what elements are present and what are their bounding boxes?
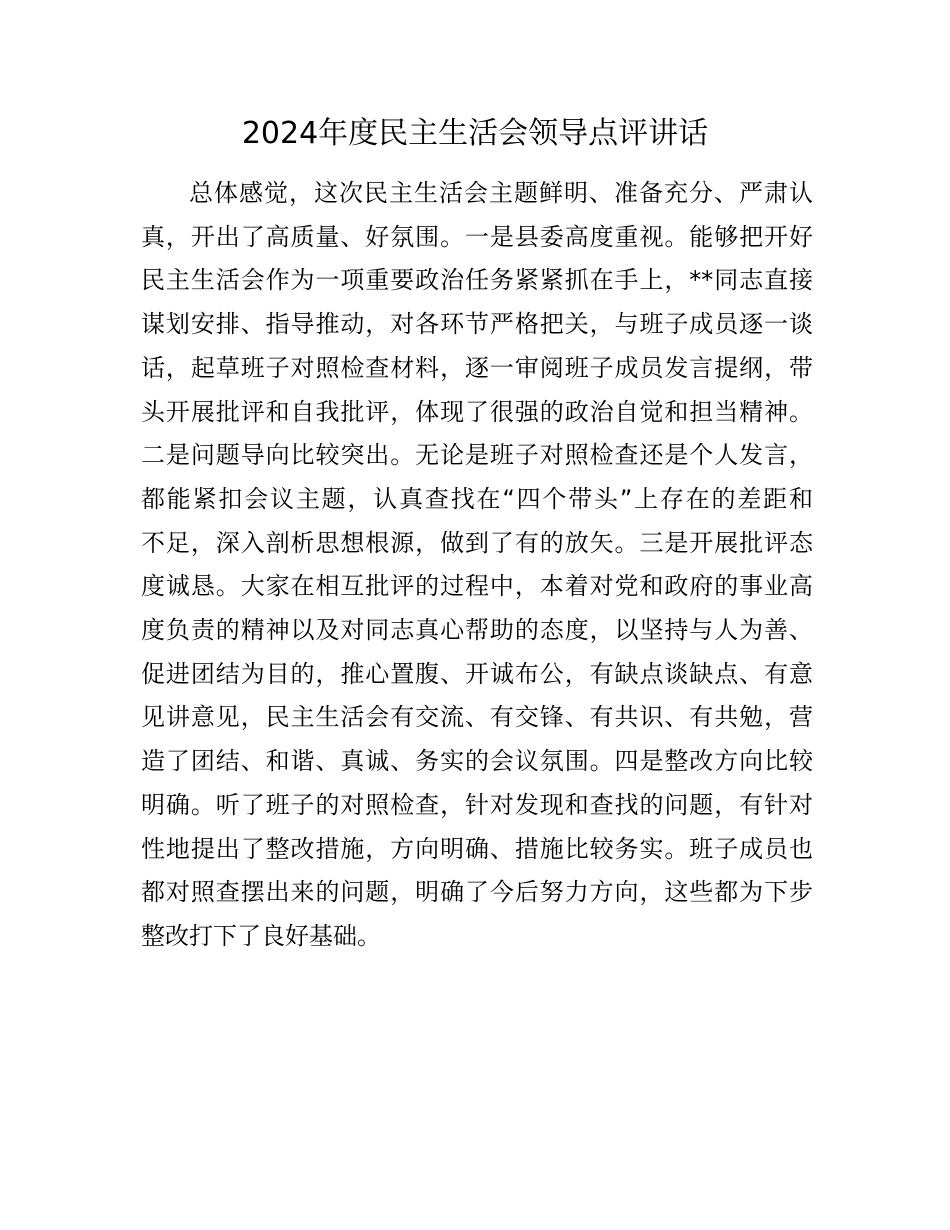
body-line: 促进团结为目的，推心置腹、开诚布公，有缺点谈缺点、有意 xyxy=(141,659,813,688)
body-line: 度诚恳。大家在相互批评的过程中，本着对党和政府的事业高 xyxy=(141,572,813,601)
document-title: 2024年度民主生活会领导点评讲话 xyxy=(241,116,709,151)
body-line: 真，开出了高质量、好氛围。一是县委高度重视。能够把开好 xyxy=(141,222,813,251)
body-line: 总体感觉，这次民主生活会主题鲜明、准备充分、严肃认 xyxy=(189,179,813,207)
body-line: 不足，深入剖析思想根源，做到了有的放矢。三是开展批评态 xyxy=(141,528,813,557)
body-line: 见讲意见，民主生活会有交流、有交锋、有共识、有共勉，营 xyxy=(141,703,813,732)
body-line: 都对照查摆出来的问题，明确了今后努力方向，这些都为下步 xyxy=(141,878,813,907)
body-line: 明确。听了班子的对照检查，针对发现和查找的问题，有针对 xyxy=(141,790,813,819)
document-body xyxy=(141,172,813,959)
body-line: 民主生活会作为一项重要政治任务紧紧抓在手上，**同志直接 xyxy=(141,266,813,295)
body-line: 头开展批评和自我批评，体现了很强的政治自觉和担当精神。 xyxy=(141,397,813,426)
body-line: 整改打下了良好基础。 xyxy=(141,921,381,950)
body-line: 二是问题导向比较突出。无论是班子对照检查还是个人发言， xyxy=(141,441,813,470)
body-line: 谋划安排、指导推动，对各环节严格把关，与班子成员逐一谈 xyxy=(141,310,813,339)
body-line: 度负责的精神以及对同志真心帮助的态度，以坚持与人为善、 xyxy=(141,616,813,645)
body-line: 都能紧扣会议主题，认真查找在“四个带头”上存在的差距和 xyxy=(141,484,813,513)
body-line: 话，起草班子对照检查材料，逐一审阅班子成员发言提纲，带 xyxy=(141,353,813,382)
body-line: 造了团结、和谐、真诚、务实的会议氛围。四是整改方向比较 xyxy=(141,747,813,776)
body-line: 性地提出了整改措施，方向明确、措施比较务实。班子成员也 xyxy=(141,834,813,863)
